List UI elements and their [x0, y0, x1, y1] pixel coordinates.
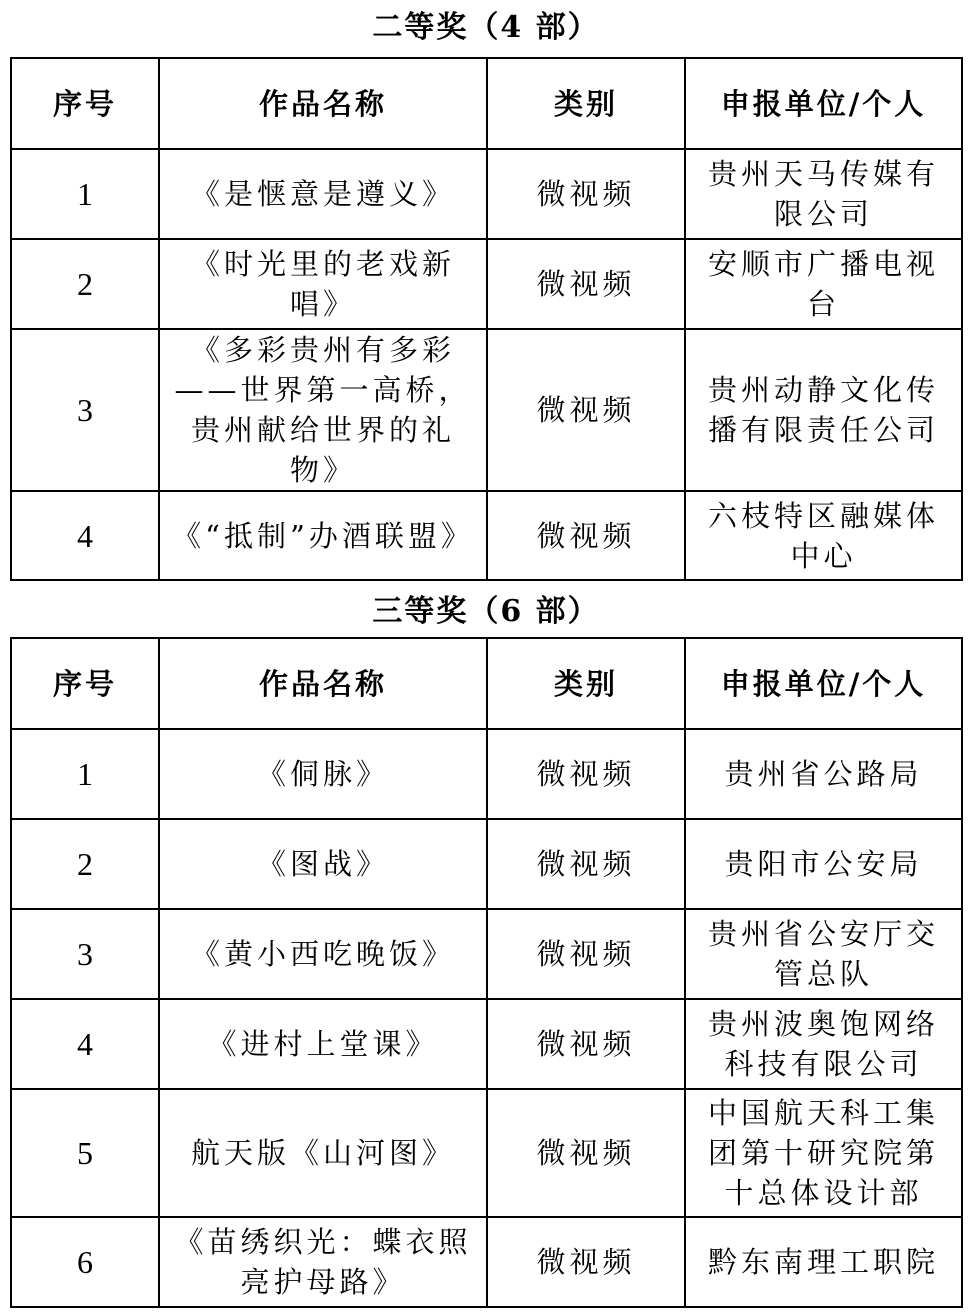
- row-category: 微视频: [487, 1089, 685, 1217]
- header-applicant: 申报单位/个人: [685, 58, 962, 149]
- header-number: 序号: [11, 638, 159, 729]
- row-applicant: 贵州省公路局: [685, 729, 962, 819]
- row-work-title: 《多彩贵州有多彩——世界第一高桥，贵州献给世界的礼物》: [159, 329, 487, 491]
- table-row: [11, 909, 962, 999]
- row-work-title: 《进村上堂课》: [159, 999, 487, 1089]
- row-applicant: 六枝特区融媒体中心: [685, 491, 962, 580]
- header-work-title: 作品名称: [159, 638, 487, 729]
- table-row: [11, 999, 962, 1089]
- row-applicant: 贵阳市公安局: [685, 819, 962, 909]
- second-prize-table: [10, 57, 963, 581]
- row-work-title: 航天版《山河图》: [159, 1089, 487, 1217]
- row-category: 微视频: [487, 999, 685, 1089]
- row-applicant: 安顺市广播电视台: [685, 239, 962, 329]
- row-category: 微视频: [487, 149, 685, 239]
- row-number: 2: [11, 239, 159, 329]
- table-row: [11, 491, 962, 580]
- section-title-third-prize: 三等奖（6 部）: [372, 594, 600, 629]
- table-header-row: [11, 58, 962, 149]
- row-category: 微视频: [487, 729, 685, 819]
- row-number: 4: [11, 491, 159, 580]
- row-category: 微视频: [487, 1217, 685, 1307]
- row-number: 6: [11, 1217, 159, 1307]
- header-category: 类别: [487, 638, 685, 729]
- row-work-title: 《是惬意是遵义》: [159, 149, 487, 239]
- row-category: 微视频: [487, 819, 685, 909]
- header-applicant: 申报单位/个人: [685, 638, 962, 729]
- third-prize-table: [10, 637, 963, 1308]
- row-category: 微视频: [487, 909, 685, 999]
- row-category: 微视频: [487, 491, 685, 580]
- row-category: 微视频: [487, 329, 685, 491]
- row-work-title: 《图战》: [159, 819, 487, 909]
- table-row: [11, 329, 962, 491]
- header-category: 类别: [487, 58, 685, 149]
- row-applicant: 贵州天马传媒有限公司: [685, 149, 962, 239]
- row-number: 3: [11, 329, 159, 491]
- row-applicant: 贵州动静文化传播有限责任公司: [685, 329, 962, 491]
- section-title-second-prize: 二等奖（4 部）: [372, 10, 600, 45]
- row-work-title: 《黄小西吃晚饭》: [159, 909, 487, 999]
- row-applicant: 贵州波奥饱网络科技有限公司: [685, 999, 962, 1089]
- table-header-row: [11, 638, 962, 729]
- row-number: 1: [11, 729, 159, 819]
- table-row: [11, 819, 962, 909]
- row-applicant: 贵州省公安厅交管总队: [685, 909, 962, 999]
- table-row: [11, 729, 962, 819]
- row-work-title: 《侗脉》: [159, 729, 487, 819]
- row-category: 微视频: [487, 239, 685, 329]
- table-row: [11, 1217, 962, 1307]
- row-work-title: 《时光里的老戏新唱》: [159, 239, 487, 329]
- row-applicant: 黔东南理工职院: [685, 1217, 962, 1307]
- row-number: 5: [11, 1089, 159, 1217]
- table-row: [11, 149, 962, 239]
- table-row: [11, 1089, 962, 1217]
- row-work-title: 《“抵制”办酒联盟》: [159, 491, 487, 580]
- row-number: 3: [11, 909, 159, 999]
- row-number: 2: [11, 819, 159, 909]
- row-number: 4: [11, 999, 159, 1089]
- row-number: 1: [11, 149, 159, 239]
- table-row: [11, 239, 962, 329]
- row-work-title: 《苗绣织光：蝶衣照亮护母路》: [159, 1217, 487, 1307]
- header-number: 序号: [11, 58, 159, 149]
- row-applicant: 中国航天科工集团第十研究院第十总体设计部: [685, 1089, 962, 1217]
- header-work-title: 作品名称: [159, 58, 487, 149]
